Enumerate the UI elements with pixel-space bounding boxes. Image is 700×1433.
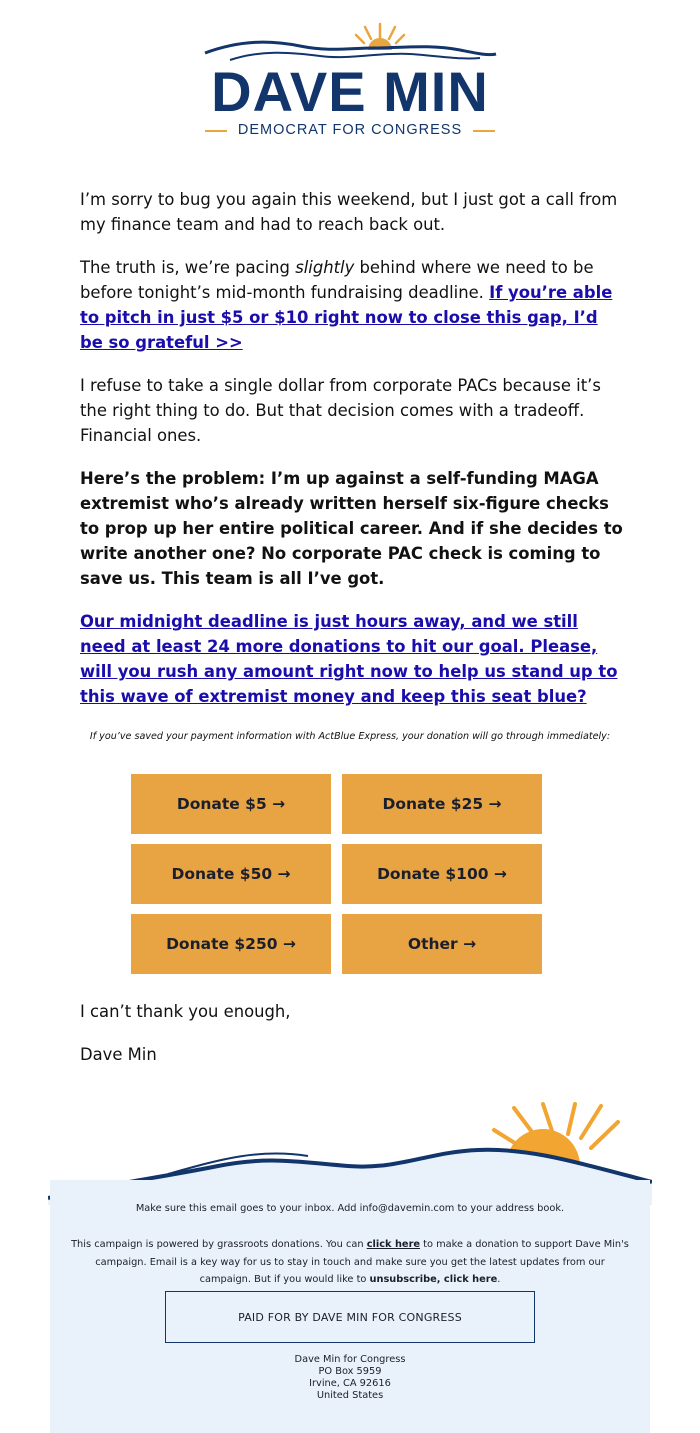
paragraph-pacing xyxy=(80,255,625,355)
email-footer xyxy=(50,1180,650,1433)
address-country: United States xyxy=(316,1390,384,1401)
paragraph-intro: I’m sorry to bug you again this weekend, but I just got a call from my finance team and had to reach back out. xyxy=(80,190,618,234)
donate-click-here-link[interactable]: click here xyxy=(366,1239,421,1250)
paragraph-problem: Here’s the problem: I’m up against a self-funding MAGA extremist who’s already written herself six-figure checks to prop up her entire political career. And if she decides to write another one? No corporate PAC check is coming to save us. This team is all I’ve got. xyxy=(80,469,623,588)
paragraph-deadline xyxy=(80,609,625,709)
pacing-text-start: The truth is, we’re pacing xyxy=(80,258,296,277)
grassroots-note xyxy=(70,1236,630,1289)
pacing-text-mid: behind where we need to be before tonight’s mid-month fundraising deadline. xyxy=(80,258,594,302)
donate-50-button[interactable]: Donate $50 → xyxy=(131,844,331,904)
donate-5-button[interactable]: Donate $5 → xyxy=(131,774,331,834)
logo-rule-right xyxy=(473,130,495,132)
deadline-link[interactable]: Our midnight deadline is just hours away, and we still need at least 24 more donations to hit our goal. Please, will you rush any amount right now to help us stand up to this wave of extremist money and keep this seat blue? xyxy=(80,612,618,706)
address-box: PO Box 5959 xyxy=(318,1366,382,1377)
donate-25-button[interactable]: Donate $25 → xyxy=(342,774,542,834)
email-header xyxy=(0,0,700,150)
grassroots-text-mid: to make a donation to support Dave Min's campaign. Email is a key way for us to stay in touch and make sure you get the latest updates from our campaign. But if you would like to xyxy=(95,1239,629,1285)
paragraph-corporate-pacs: I refuse to take a single dollar from corporate PACs because it’s the right thing to do. But that decision comes with a tradeoff. Financial ones. xyxy=(80,376,601,445)
pacing-text-italic: slightly xyxy=(295,258,355,277)
paid-for-disclaimer: PAID FOR BY DAVE MIN FOR CONGRESS xyxy=(165,1291,535,1343)
pitch-in-link[interactable]: If you’re able to pitch in just $5 or $10 right now to close this gap, I’d be so grateful >> xyxy=(80,283,613,352)
signoff-line: I can’t thank you enough, xyxy=(80,1002,291,1021)
inbox-note: Make sure this email goes to your inbox. Add info@davemin.com to your address book. xyxy=(135,1203,565,1214)
donate-100-button[interactable]: Donate $100 → xyxy=(342,844,542,904)
logo-subtitle: DEMOCRAT FOR CONGRESS xyxy=(237,122,463,138)
actblue-express-note: If you’ve saved your payment information with ActBlue Express, your donation will go through immediately: xyxy=(89,731,611,742)
logo-wordmark: DAVE MIN xyxy=(211,60,489,123)
donate-other-button[interactable]: Other → xyxy=(342,914,542,974)
grassroots-text-end: . xyxy=(497,1274,501,1285)
grassroots-text-start: This campaign is powered by grassroots donations. You can xyxy=(71,1239,367,1250)
campaign-logo xyxy=(200,18,500,143)
signoff-name: Dave Min xyxy=(80,1045,157,1064)
donate-250-button[interactable]: Donate $250 → xyxy=(131,914,331,974)
address-org: Dave Min for Congress xyxy=(294,1354,406,1365)
unsubscribe-link[interactable]: unsubscribe, click here xyxy=(369,1274,498,1285)
email-body xyxy=(80,187,625,727)
address-city: Irvine, CA 92616 xyxy=(309,1378,391,1389)
mailing-address xyxy=(50,1354,650,1402)
